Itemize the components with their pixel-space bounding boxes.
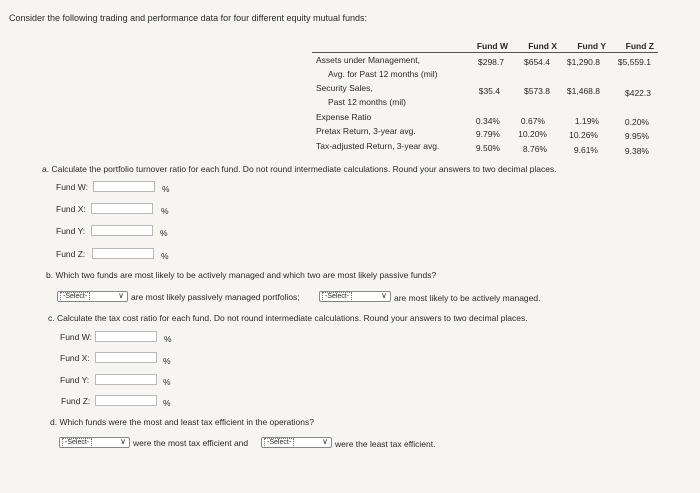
percent-sign: % (163, 398, 171, 408)
header-fund-z: Fund Z (625, 41, 654, 51)
percent-sign: % (160, 228, 168, 238)
percent-sign: % (163, 356, 171, 366)
part-c-input-w[interactable] (95, 331, 157, 342)
chevron-down-icon: ∨ (381, 291, 387, 300)
select-value: -Select- (264, 438, 294, 448)
row-label: Assets under Management, (316, 55, 420, 65)
row-label: Tax-adjusted Return, 3-year avg. (316, 141, 440, 151)
part-a-input-z[interactable] (92, 248, 154, 259)
cell: 0.20% (624, 117, 649, 127)
part-c-label-x: Fund X: (60, 353, 90, 363)
part-a-label-y: Fund Y: (56, 226, 86, 236)
part-b-text-1: are most likely passively managed portfolios; (131, 292, 300, 302)
select-value: -Select- (322, 292, 352, 302)
table-header-rule (312, 52, 658, 53)
cell: $35.4 (478, 86, 500, 96)
chevron-down-icon: ∨ (120, 437, 126, 446)
part-d-text-1: were the most tax efficient and (133, 438, 249, 448)
percent-sign: % (162, 184, 170, 194)
intro-text: Consider the following trading and performance data for four different equity mutual funds: (9, 13, 368, 23)
part-c-prompt: c. Calculate the tax cost ratio for each fund. Do not round intermediate calculations. Round your answers to two decimal places. (48, 313, 528, 323)
part-d-select-2[interactable] (261, 437, 332, 448)
part-d-prompt: d. Which funds were the most and least tax efficient in the operations? (50, 417, 314, 427)
part-b-select-2[interactable] (319, 291, 391, 302)
row-label: Security Sales, (316, 83, 373, 93)
part-b-text-2: are most likely to be actively managed. (394, 293, 541, 303)
part-d-text-2: were the least tax efficient. (335, 439, 436, 449)
cell: $1,290.8 (566, 57, 600, 67)
percent-sign: % (161, 251, 169, 261)
part-a-label-z: Fund Z: (56, 249, 86, 259)
part-b-prompt: b. Which two funds are most likely to be actively managed and which two are most likely passive funds? (46, 270, 437, 280)
part-c-label-y: Fund Y: (60, 375, 90, 385)
cell: 10.20% (518, 129, 547, 139)
part-c-label-w: Fund W: (60, 332, 92, 342)
chevron-down-icon: ∨ (118, 291, 124, 300)
row-label: Pretax Return, 3-year avg. (316, 126, 416, 136)
select-value: -Select- (60, 292, 90, 302)
cell: 1.19% (574, 116, 599, 126)
row-sublabel: Past 12 months (mil) (328, 97, 406, 107)
part-c-input-y[interactable] (95, 374, 157, 385)
cell: 9.50% (475, 143, 500, 153)
cell: $1,468.8 (566, 86, 600, 96)
row-label: Expense Ratio (316, 112, 372, 122)
header-fund-x: Fund X (528, 41, 557, 51)
cell: 8.76% (522, 144, 547, 154)
cell: $5,559.1 (617, 57, 651, 67)
row-sublabel: Avg. for Past 12 months (mil) (328, 69, 438, 79)
header-fund-w: Fund W (476, 41, 508, 51)
cell: $573.8 (524, 86, 550, 96)
part-a-input-x[interactable] (91, 203, 153, 214)
cell: 0.67% (520, 116, 545, 126)
part-a-input-y[interactable] (91, 225, 153, 236)
part-c-label-z: Fund Z: (61, 396, 91, 406)
cell: 10.26% (569, 130, 598, 140)
part-a-label-w: Fund W: (56, 182, 88, 192)
cell: $422.3 (625, 88, 651, 98)
part-c-input-z[interactable] (95, 395, 157, 406)
chevron-down-icon: ∨ (322, 437, 328, 446)
part-d-select-1[interactable] (59, 437, 130, 448)
cell: 0.34% (475, 116, 500, 126)
percent-sign: % (161, 206, 169, 216)
cell: 9.38% (624, 146, 649, 156)
part-a-prompt: a. Calculate the portfolio turnover ratio for each fund. Do not round intermediate calculations. Round your answers to two decimal places. (42, 164, 557, 174)
part-b-select-1[interactable] (57, 291, 128, 302)
part-a-label-x: Fund X: (56, 204, 86, 214)
header-fund-y: Fund Y (577, 41, 606, 51)
part-a-input-w[interactable] (93, 181, 155, 192)
part-c-input-x[interactable] (95, 352, 157, 363)
cell: 9.61% (573, 145, 598, 155)
cell: $298.7 (478, 57, 504, 67)
select-value: -Select- (62, 438, 92, 448)
percent-sign: % (163, 377, 171, 387)
cell: $654.4 (524, 57, 550, 67)
percent-sign: % (164, 334, 172, 344)
cell: 9.79% (475, 129, 500, 139)
cell: 9.95% (624, 131, 649, 141)
